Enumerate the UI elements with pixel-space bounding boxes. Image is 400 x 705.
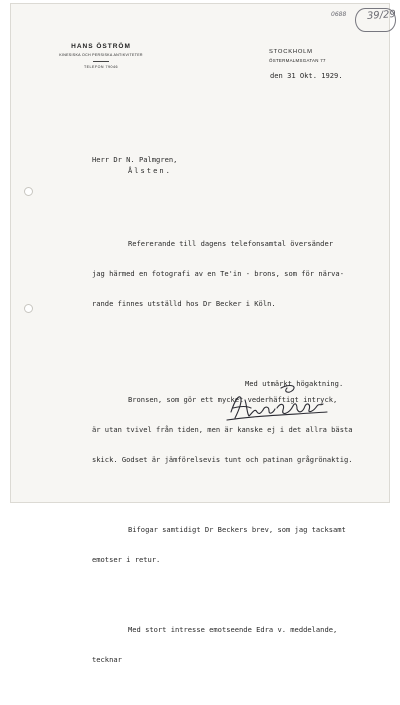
body-line: Refererande till dagens telefonsamtal översänder	[128, 239, 333, 248]
handwritten-signature	[223, 382, 333, 424]
body-line: Bronsen, som gör ett mycket vederhäftigt intryck,	[128, 395, 338, 404]
closing-phrase: Med utmärkt högaktning.	[245, 379, 344, 388]
letterhead-address: ÖSTERMALMSGATAN 77	[269, 58, 326, 63]
letterhead-divider	[93, 61, 109, 62]
body-paragraph	[92, 605, 353, 685]
body-line: Bifogar samtidigt Dr Beckers brev, som jag tacksamt	[128, 525, 346, 534]
body-line: tecknar	[92, 655, 122, 664]
body-line: emotser i retur.	[92, 555, 161, 564]
punch-hole	[24, 304, 33, 313]
addressee-place: Ålsten.	[128, 166, 172, 175]
letter-date: den 31 Okt. 1929.	[270, 71, 343, 80]
body-line: skick. Godset är jämförelsevis tunt och patinan grågrönaktig.	[92, 455, 353, 464]
punch-hole	[24, 187, 33, 196]
addressee: Herr Dr N. Palmgren,	[92, 155, 178, 164]
letter-sheet	[10, 3, 397, 664]
body-line: rande finnes utställd hos Dr Becker i Köln.	[92, 299, 276, 308]
archive-number-annotation: 0688	[331, 11, 347, 18]
body-line: jag härmed en fotografi av en Te'in - brons, som för närva-	[92, 269, 344, 278]
letterhead-telephone: TELEFON 79046	[83, 65, 119, 69]
body-line: Med stort intresse emotseende Edra v. meddelande,	[128, 625, 338, 634]
body-line: är utan tvivel från tiden, men är kanske ej i det allra bästa	[92, 425, 353, 434]
reference-annotation: 39/29	[366, 9, 397, 22]
body-paragraph	[92, 219, 353, 329]
letter-body	[92, 199, 353, 705]
letterhead-city: STOCKHOLM	[269, 49, 313, 55]
letterhead-subtitle: KINESISKA OCH PERSISKA ANTIKVITETER	[59, 53, 143, 57]
letterhead-name: HANS ÖSTRÖM	[71, 43, 131, 50]
body-paragraph	[92, 505, 353, 585]
